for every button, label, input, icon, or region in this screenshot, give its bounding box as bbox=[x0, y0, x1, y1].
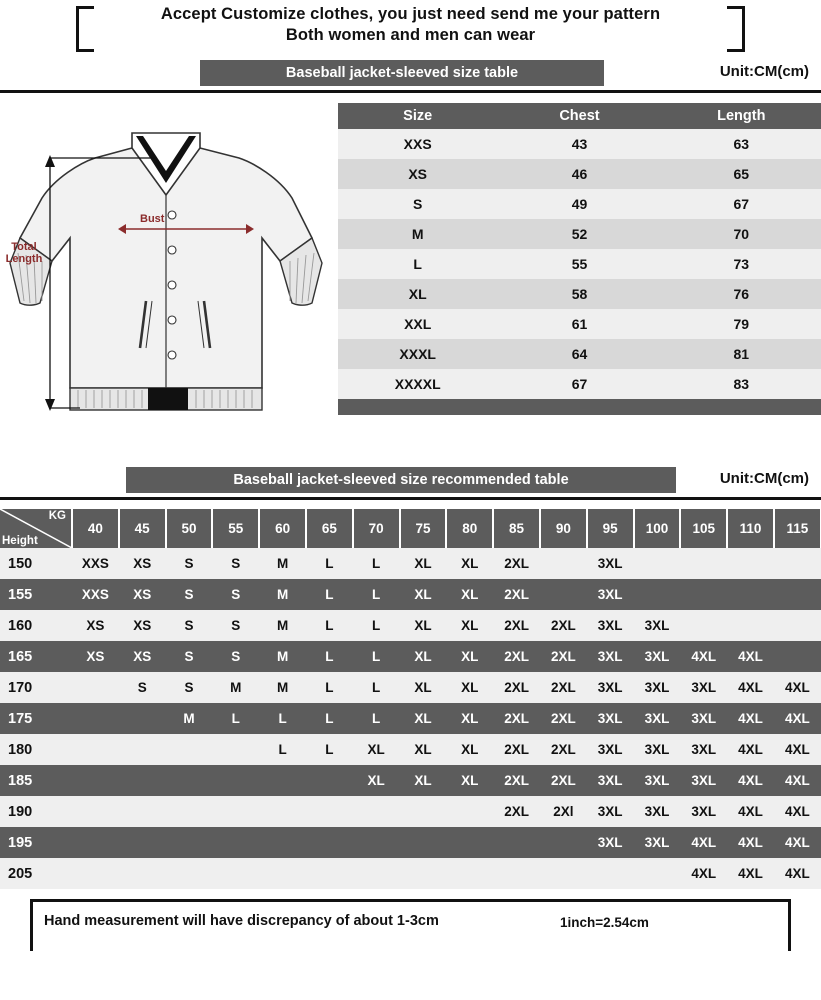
size-cell: 4XL bbox=[727, 734, 774, 765]
table-row bbox=[0, 734, 821, 765]
cell-chest: 64 bbox=[497, 339, 661, 369]
size-cell bbox=[446, 796, 493, 827]
height-cell-180: 180 bbox=[0, 734, 72, 765]
header-bracket-left bbox=[76, 6, 94, 52]
size-cell: 4XL bbox=[727, 672, 774, 703]
size-cell: S bbox=[166, 641, 213, 672]
size-cell bbox=[72, 858, 119, 889]
size-cell bbox=[72, 672, 119, 703]
section2-title-row bbox=[0, 467, 821, 497]
size-cell: XL bbox=[400, 734, 447, 765]
size-cell: 3XL bbox=[680, 734, 727, 765]
cell-chest: 67 bbox=[497, 369, 661, 399]
weight-header-110: 110 bbox=[727, 509, 774, 548]
size-table-col-chest: Chest bbox=[497, 103, 661, 129]
height-cell-155: 155 bbox=[0, 579, 72, 610]
weight-header-75: 75 bbox=[400, 509, 447, 548]
cell-chest: 49 bbox=[497, 189, 661, 219]
size-cell: XL bbox=[446, 579, 493, 610]
table-row bbox=[338, 129, 821, 159]
size-cell: M bbox=[212, 672, 259, 703]
table-row bbox=[338, 189, 821, 219]
table-row bbox=[338, 309, 821, 339]
size-cell bbox=[212, 734, 259, 765]
total-length-label: Total Length bbox=[5, 241, 43, 265]
height-cell-190: 190 bbox=[0, 796, 72, 827]
weight-header-60: 60 bbox=[259, 509, 306, 548]
cell-chest: 55 bbox=[497, 249, 661, 279]
table-row bbox=[338, 339, 821, 369]
size-cell bbox=[306, 796, 353, 827]
size-cell: XL bbox=[353, 765, 400, 796]
cell-size: XL bbox=[338, 279, 497, 309]
size-cell: 4XL bbox=[680, 858, 727, 889]
cell-length: 67 bbox=[662, 189, 821, 219]
size-cell: S bbox=[166, 579, 213, 610]
cell-chest: 46 bbox=[497, 159, 661, 189]
cell-size: L bbox=[338, 249, 497, 279]
size-cell: 2XL bbox=[493, 765, 540, 796]
size-cell bbox=[166, 796, 213, 827]
cell-length: 76 bbox=[662, 279, 821, 309]
weight-header-50: 50 bbox=[166, 509, 213, 548]
section1 bbox=[0, 103, 821, 453]
size-cell: XL bbox=[446, 765, 493, 796]
jacket-figure bbox=[0, 103, 332, 443]
table-row bbox=[338, 369, 821, 399]
size-cell bbox=[774, 641, 821, 672]
jacket-illustration bbox=[0, 103, 332, 443]
cell-chest: 43 bbox=[497, 129, 661, 159]
table-row bbox=[338, 279, 821, 309]
size-cell bbox=[119, 796, 166, 827]
size-cell bbox=[259, 765, 306, 796]
size-cell: XL bbox=[446, 641, 493, 672]
recommend-table bbox=[0, 509, 821, 889]
size-cell bbox=[119, 703, 166, 734]
size-cell: 4XL bbox=[774, 827, 821, 858]
size-cell: L bbox=[306, 641, 353, 672]
size-cell bbox=[540, 858, 587, 889]
corner-height-label: Height bbox=[2, 535, 38, 547]
cell-size: XXL bbox=[338, 309, 497, 339]
size-cell bbox=[446, 827, 493, 858]
size-cell: 4XL bbox=[727, 765, 774, 796]
table-row bbox=[0, 827, 821, 858]
size-cell: M bbox=[259, 548, 306, 579]
size-cell bbox=[166, 827, 213, 858]
size-cell bbox=[400, 827, 447, 858]
size-cell: 4XL bbox=[727, 827, 774, 858]
size-cell bbox=[353, 796, 400, 827]
bust-label: Bust bbox=[140, 213, 165, 225]
cell-size: XXXXL bbox=[338, 369, 497, 399]
size-cell bbox=[446, 858, 493, 889]
recommend-corner-cell bbox=[0, 509, 72, 548]
size-cell bbox=[212, 858, 259, 889]
size-cell: M bbox=[166, 703, 213, 734]
cell-length: 73 bbox=[662, 249, 821, 279]
size-cell: 3XL bbox=[587, 548, 634, 579]
size-cell: 3XL bbox=[587, 672, 634, 703]
height-cell-170: 170 bbox=[0, 672, 72, 703]
header-line-2: Both women and men can wear bbox=[285, 26, 536, 44]
height-cell-165: 165 bbox=[0, 641, 72, 672]
size-cell: XL bbox=[446, 610, 493, 641]
size-cell: XL bbox=[446, 548, 493, 579]
size-cell bbox=[727, 610, 774, 641]
header-bracket-right bbox=[727, 6, 745, 52]
size-cell: XS bbox=[72, 610, 119, 641]
size-cell bbox=[727, 548, 774, 579]
size-cell: L bbox=[353, 703, 400, 734]
size-cell: XL bbox=[400, 765, 447, 796]
size-cell bbox=[400, 858, 447, 889]
size-cell: 2XL bbox=[493, 641, 540, 672]
header bbox=[0, 0, 821, 46]
table-row bbox=[0, 610, 821, 641]
size-cell: 3XL bbox=[634, 672, 681, 703]
size-cell: L bbox=[212, 703, 259, 734]
section2-title: Baseball jacket-sleeved size recommended table bbox=[126, 467, 676, 493]
cell-length: 81 bbox=[662, 339, 821, 369]
size-cell: 2XL bbox=[493, 796, 540, 827]
size-cell bbox=[166, 858, 213, 889]
size-cell: 4XL bbox=[727, 796, 774, 827]
size-table-col-length: Length bbox=[662, 103, 821, 129]
size-cell bbox=[212, 827, 259, 858]
size-cell: XL bbox=[446, 703, 493, 734]
size-cell bbox=[680, 610, 727, 641]
size-cell: 3XL bbox=[634, 641, 681, 672]
size-cell: L bbox=[306, 672, 353, 703]
weight-header-95: 95 bbox=[587, 509, 634, 548]
size-cell: 4XL bbox=[727, 703, 774, 734]
size-cell: 3XL bbox=[587, 734, 634, 765]
cell-length: 63 bbox=[662, 129, 821, 159]
size-cell: L bbox=[259, 703, 306, 734]
weight-header-70: 70 bbox=[353, 509, 400, 548]
size-cell: M bbox=[259, 579, 306, 610]
header-line-1: Accept Customize clothes, you just need send me your pattern bbox=[160, 5, 661, 23]
size-cell: 2XL bbox=[493, 672, 540, 703]
table-row bbox=[338, 159, 821, 189]
cell-size: XS bbox=[338, 159, 497, 189]
cell-length: 79 bbox=[662, 309, 821, 339]
size-cell bbox=[72, 703, 119, 734]
size-cell: M bbox=[259, 641, 306, 672]
weight-header-80: 80 bbox=[446, 509, 493, 548]
size-cell bbox=[634, 579, 681, 610]
section1-title-row bbox=[0, 60, 821, 90]
size-cell: L bbox=[306, 734, 353, 765]
size-cell: 3XL bbox=[634, 703, 681, 734]
size-cell: XS bbox=[119, 548, 166, 579]
size-cell: L bbox=[259, 734, 306, 765]
size-cell: 3XL bbox=[587, 703, 634, 734]
table-row bbox=[338, 219, 821, 249]
size-cell bbox=[119, 827, 166, 858]
size-cell: M bbox=[259, 672, 306, 703]
size-cell: L bbox=[353, 641, 400, 672]
section2-unit: Unit:CM(cm) bbox=[719, 470, 809, 487]
size-cell: 3XL bbox=[634, 827, 681, 858]
size-cell bbox=[259, 796, 306, 827]
size-cell: 3XL bbox=[634, 610, 681, 641]
size-cell: 2XL bbox=[493, 734, 540, 765]
weight-header-40: 40 bbox=[72, 509, 119, 548]
size-table bbox=[338, 103, 821, 415]
size-cell: L bbox=[353, 672, 400, 703]
size-cell bbox=[259, 858, 306, 889]
size-cell: 2XL bbox=[493, 548, 540, 579]
divider-top bbox=[0, 90, 821, 93]
height-cell-205: 205 bbox=[0, 858, 72, 889]
size-cell: 2XL bbox=[540, 610, 587, 641]
size-cell bbox=[493, 858, 540, 889]
cell-chest: 58 bbox=[497, 279, 661, 309]
size-cell: S bbox=[166, 610, 213, 641]
cell-length: 70 bbox=[662, 219, 821, 249]
footer-note: Hand measurement will have discrepancy of about 1-3cm bbox=[44, 913, 439, 929]
table-row bbox=[0, 641, 821, 672]
size-cell bbox=[353, 858, 400, 889]
size-cell: XL bbox=[400, 579, 447, 610]
size-table-header-row bbox=[338, 103, 821, 129]
size-cell: 3XL bbox=[634, 765, 681, 796]
weight-header-65: 65 bbox=[306, 509, 353, 548]
recommend-header-row bbox=[0, 509, 821, 548]
size-table-col-size: Size bbox=[338, 103, 497, 129]
size-cell bbox=[400, 796, 447, 827]
size-cell: 4XL bbox=[774, 672, 821, 703]
table-row bbox=[0, 796, 821, 827]
size-cell bbox=[587, 858, 634, 889]
size-cell: XXS bbox=[72, 548, 119, 579]
size-cell: 3XL bbox=[680, 703, 727, 734]
size-cell: 2XL bbox=[493, 610, 540, 641]
size-cell bbox=[540, 548, 587, 579]
size-cell: 2XL bbox=[540, 703, 587, 734]
size-cell: 3XL bbox=[680, 672, 727, 703]
table-row bbox=[0, 765, 821, 796]
size-cell: 2XL bbox=[540, 641, 587, 672]
weight-header-85: 85 bbox=[493, 509, 540, 548]
size-cell: 4XL bbox=[727, 858, 774, 889]
size-cell bbox=[634, 858, 681, 889]
size-cell: L bbox=[353, 548, 400, 579]
size-cell: 4XL bbox=[680, 641, 727, 672]
table-row bbox=[338, 249, 821, 279]
size-cell bbox=[259, 827, 306, 858]
size-cell bbox=[119, 734, 166, 765]
size-cell: 4XL bbox=[680, 827, 727, 858]
size-cell bbox=[493, 827, 540, 858]
cell-size: S bbox=[338, 189, 497, 219]
size-cell: 2XL bbox=[493, 579, 540, 610]
height-cell-195: 195 bbox=[0, 827, 72, 858]
size-cell: 2XL bbox=[540, 734, 587, 765]
size-cell: 2XL bbox=[540, 672, 587, 703]
cell-length: 83 bbox=[662, 369, 821, 399]
size-cell: L bbox=[353, 610, 400, 641]
size-cell bbox=[72, 827, 119, 858]
size-cell bbox=[306, 765, 353, 796]
size-cell: M bbox=[259, 610, 306, 641]
height-cell-175: 175 bbox=[0, 703, 72, 734]
size-table-footer-bar bbox=[338, 399, 821, 415]
size-cell: 2Xl bbox=[540, 796, 587, 827]
size-cell: 4XL bbox=[774, 703, 821, 734]
table-row bbox=[0, 858, 821, 889]
size-cell: XL bbox=[353, 734, 400, 765]
weight-header-55: 55 bbox=[212, 509, 259, 548]
size-cell: 3XL bbox=[680, 765, 727, 796]
corner-kg-label: KG bbox=[48, 510, 66, 522]
size-cell: 4XL bbox=[774, 734, 821, 765]
weight-header-115: 115 bbox=[774, 509, 821, 548]
size-cell bbox=[774, 548, 821, 579]
size-cell: XXS bbox=[72, 579, 119, 610]
size-cell: 3XL bbox=[587, 827, 634, 858]
table-row bbox=[0, 579, 821, 610]
size-cell: 4XL bbox=[774, 858, 821, 889]
table-row bbox=[0, 548, 821, 579]
size-cell bbox=[212, 796, 259, 827]
size-cell bbox=[306, 827, 353, 858]
size-cell: XL bbox=[446, 734, 493, 765]
size-cell: 3XL bbox=[587, 765, 634, 796]
size-cell: S bbox=[166, 548, 213, 579]
size-cell: XL bbox=[400, 548, 447, 579]
footer-conversion: 1inch=2.54cm bbox=[560, 915, 649, 930]
size-cell: 2XL bbox=[493, 703, 540, 734]
size-cell: L bbox=[306, 703, 353, 734]
size-cell: S bbox=[166, 672, 213, 703]
cell-size: M bbox=[338, 219, 497, 249]
size-cell: L bbox=[306, 579, 353, 610]
cell-size: XXS bbox=[338, 129, 497, 159]
size-cell bbox=[166, 734, 213, 765]
size-cell: 3XL bbox=[587, 641, 634, 672]
size-cell: 3XL bbox=[680, 796, 727, 827]
size-cell: 3XL bbox=[634, 734, 681, 765]
size-cell: XS bbox=[119, 641, 166, 672]
cell-chest: 52 bbox=[497, 219, 661, 249]
size-cell bbox=[634, 548, 681, 579]
size-cell bbox=[119, 765, 166, 796]
size-cell bbox=[774, 610, 821, 641]
size-cell bbox=[119, 858, 166, 889]
weight-header-105: 105 bbox=[680, 509, 727, 548]
size-cell bbox=[680, 548, 727, 579]
size-cell bbox=[680, 579, 727, 610]
size-cell: 3XL bbox=[634, 796, 681, 827]
cell-length: 65 bbox=[662, 159, 821, 189]
size-cell: XL bbox=[400, 672, 447, 703]
size-cell bbox=[166, 765, 213, 796]
weight-header-45: 45 bbox=[119, 509, 166, 548]
height-cell-160: 160 bbox=[0, 610, 72, 641]
divider-middle bbox=[0, 497, 821, 500]
recommend-table-wrap bbox=[0, 509, 821, 889]
size-cell: XL bbox=[400, 703, 447, 734]
size-cell: L bbox=[353, 579, 400, 610]
size-cell bbox=[306, 858, 353, 889]
size-cell bbox=[540, 579, 587, 610]
height-cell-150: 150 bbox=[0, 548, 72, 579]
size-cell: S bbox=[212, 579, 259, 610]
size-cell: XS bbox=[119, 610, 166, 641]
weight-header-90: 90 bbox=[540, 509, 587, 548]
size-cell: S bbox=[119, 672, 166, 703]
section1-title: Baseball jacket-sleeved size table bbox=[200, 60, 604, 86]
cell-size: XXXL bbox=[338, 339, 497, 369]
table-row bbox=[0, 703, 821, 734]
size-cell: 3XL bbox=[587, 610, 634, 641]
size-cell bbox=[72, 796, 119, 827]
section1-unit: Unit:CM(cm) bbox=[719, 63, 809, 80]
size-cell: 4XL bbox=[727, 641, 774, 672]
table-row bbox=[0, 672, 821, 703]
size-cell: L bbox=[306, 610, 353, 641]
size-cell: L bbox=[306, 548, 353, 579]
size-cell bbox=[353, 827, 400, 858]
cell-chest: 61 bbox=[497, 309, 661, 339]
size-cell bbox=[72, 765, 119, 796]
size-cell bbox=[774, 579, 821, 610]
size-cell: XL bbox=[446, 672, 493, 703]
size-cell: 2XL bbox=[540, 765, 587, 796]
size-cell: 3XL bbox=[587, 796, 634, 827]
size-cell: S bbox=[212, 641, 259, 672]
size-cell: XS bbox=[72, 641, 119, 672]
size-cell: S bbox=[212, 548, 259, 579]
size-cell: XL bbox=[400, 641, 447, 672]
size-cell bbox=[727, 579, 774, 610]
height-cell-185: 185 bbox=[0, 765, 72, 796]
size-cell: S bbox=[212, 610, 259, 641]
size-cell: 4XL bbox=[774, 796, 821, 827]
size-cell: XL bbox=[400, 610, 447, 641]
size-cell bbox=[212, 765, 259, 796]
size-cell: XS bbox=[119, 579, 166, 610]
size-cell: 4XL bbox=[774, 765, 821, 796]
size-cell bbox=[540, 827, 587, 858]
size-cell: 3XL bbox=[587, 579, 634, 610]
size-cell bbox=[72, 734, 119, 765]
weight-header-100: 100 bbox=[634, 509, 681, 548]
